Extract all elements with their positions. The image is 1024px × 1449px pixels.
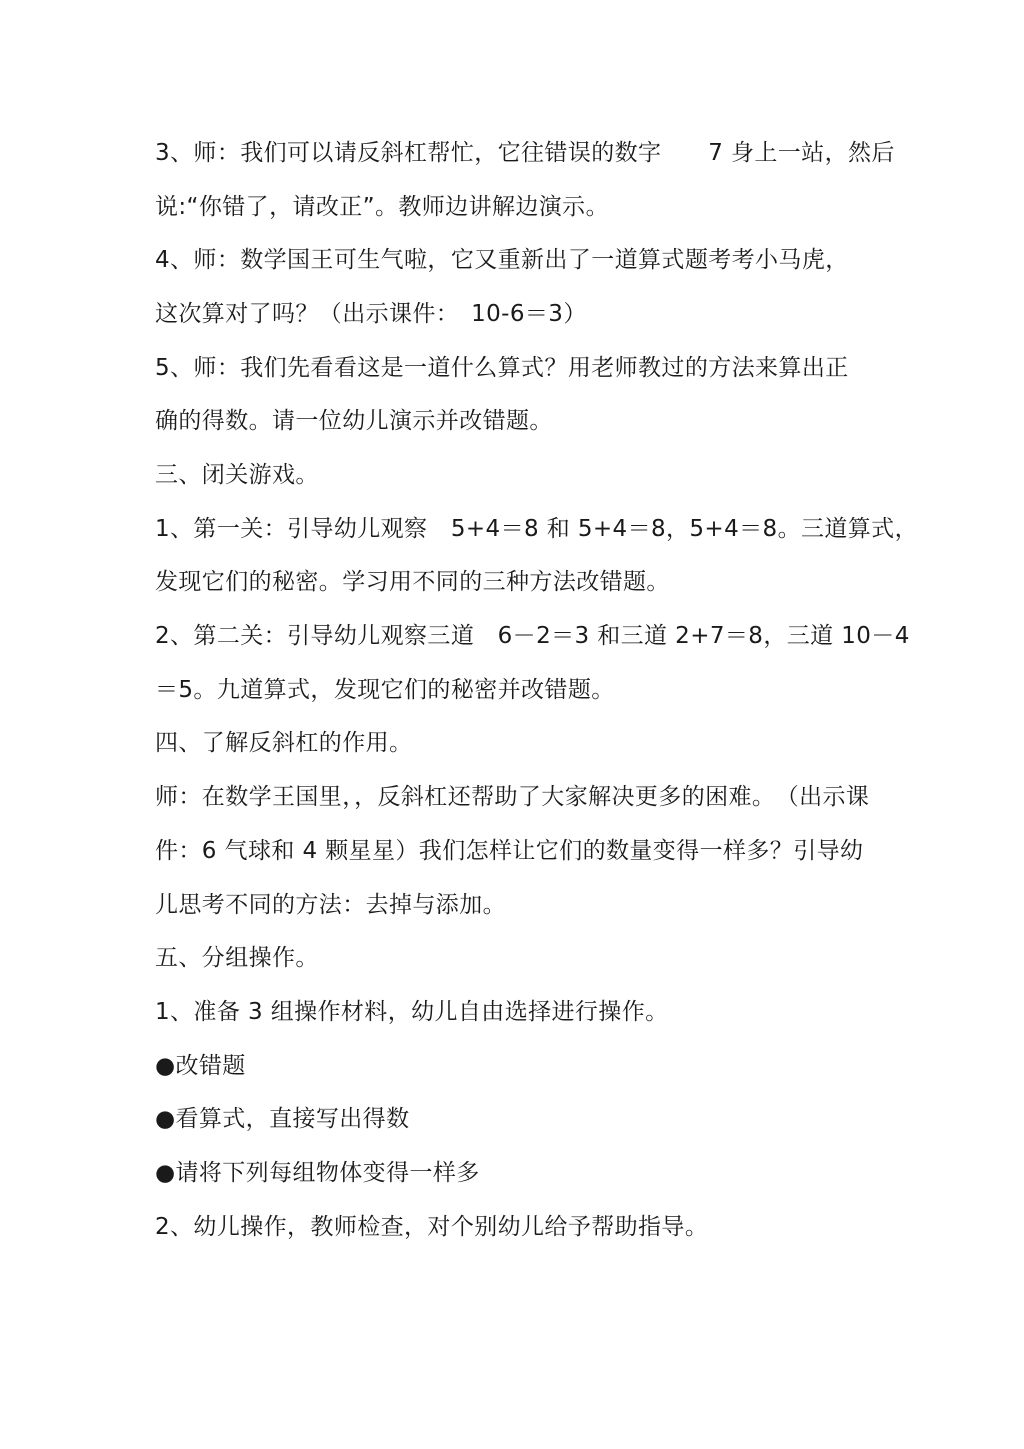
text-line: 件：6 气球和 4 颗星星）我们怎样让它们的数量变得一样多？引导幼 xyxy=(155,838,864,864)
text-line: 发现它们的秘密。学习用不同的三种方法改错题。 xyxy=(155,569,670,595)
text-line: 师：在数学王国里，，反斜杠还帮助了大家解决更多的困难。 （出示课 xyxy=(155,784,870,810)
bullet-item: ●改错题 xyxy=(155,1053,246,1079)
bullet-item: ●请将下列每组物体变得一样多 xyxy=(155,1160,480,1186)
section-heading: 四、了解反斜杠的作用。 xyxy=(155,730,413,756)
bullet-item: ●看算式，直接写出得数 xyxy=(155,1106,410,1132)
section-heading: 三、闭关游戏。 xyxy=(155,462,319,488)
section-heading: 五、分组操作。 xyxy=(155,945,319,971)
text-line: 这次算对了吗？（出示课件： 10-6＝3） xyxy=(155,301,587,327)
text-line: 2、幼儿操作，教师检查，对个别幼儿给予帮助指导。 xyxy=(155,1214,709,1240)
text-line: 儿思考不同的方法：去掉与添加。 xyxy=(155,892,506,918)
text-line: 1、第一关：引导幼儿观察 5+4＝8 和 5+4＝8，5+4＝8。三道算式， xyxy=(155,516,918,542)
text-line: 说:“你错了，请改正”。教师边讲解边演示。 xyxy=(155,194,609,220)
text-line: 2、第二关：引导幼儿观察三道 6－2＝3 和三道 2+7＝8，三道 10－4 xyxy=(155,623,910,649)
text-line: 3、师：我们可以请反斜杠帮忙，它往错误的数字 7 身上一站，然后 xyxy=(155,140,895,166)
text-line: 5、师：我们先看看这是一道什么算式？用老师教过的方法来算出正 xyxy=(155,355,849,381)
text-line: 确的得数。请一位幼儿演示并改错题。 xyxy=(155,408,553,434)
text-line: 1、准备 3 组操作材料，幼儿自由选择进行操作。 xyxy=(155,999,669,1025)
text-line: ＝5。九道算式，发现它们的秘密并改错题。 xyxy=(155,677,615,703)
text-line: 4、师：数学国王可生气啦，它又重新出了一道算式题考考小马虎， xyxy=(155,247,849,273)
